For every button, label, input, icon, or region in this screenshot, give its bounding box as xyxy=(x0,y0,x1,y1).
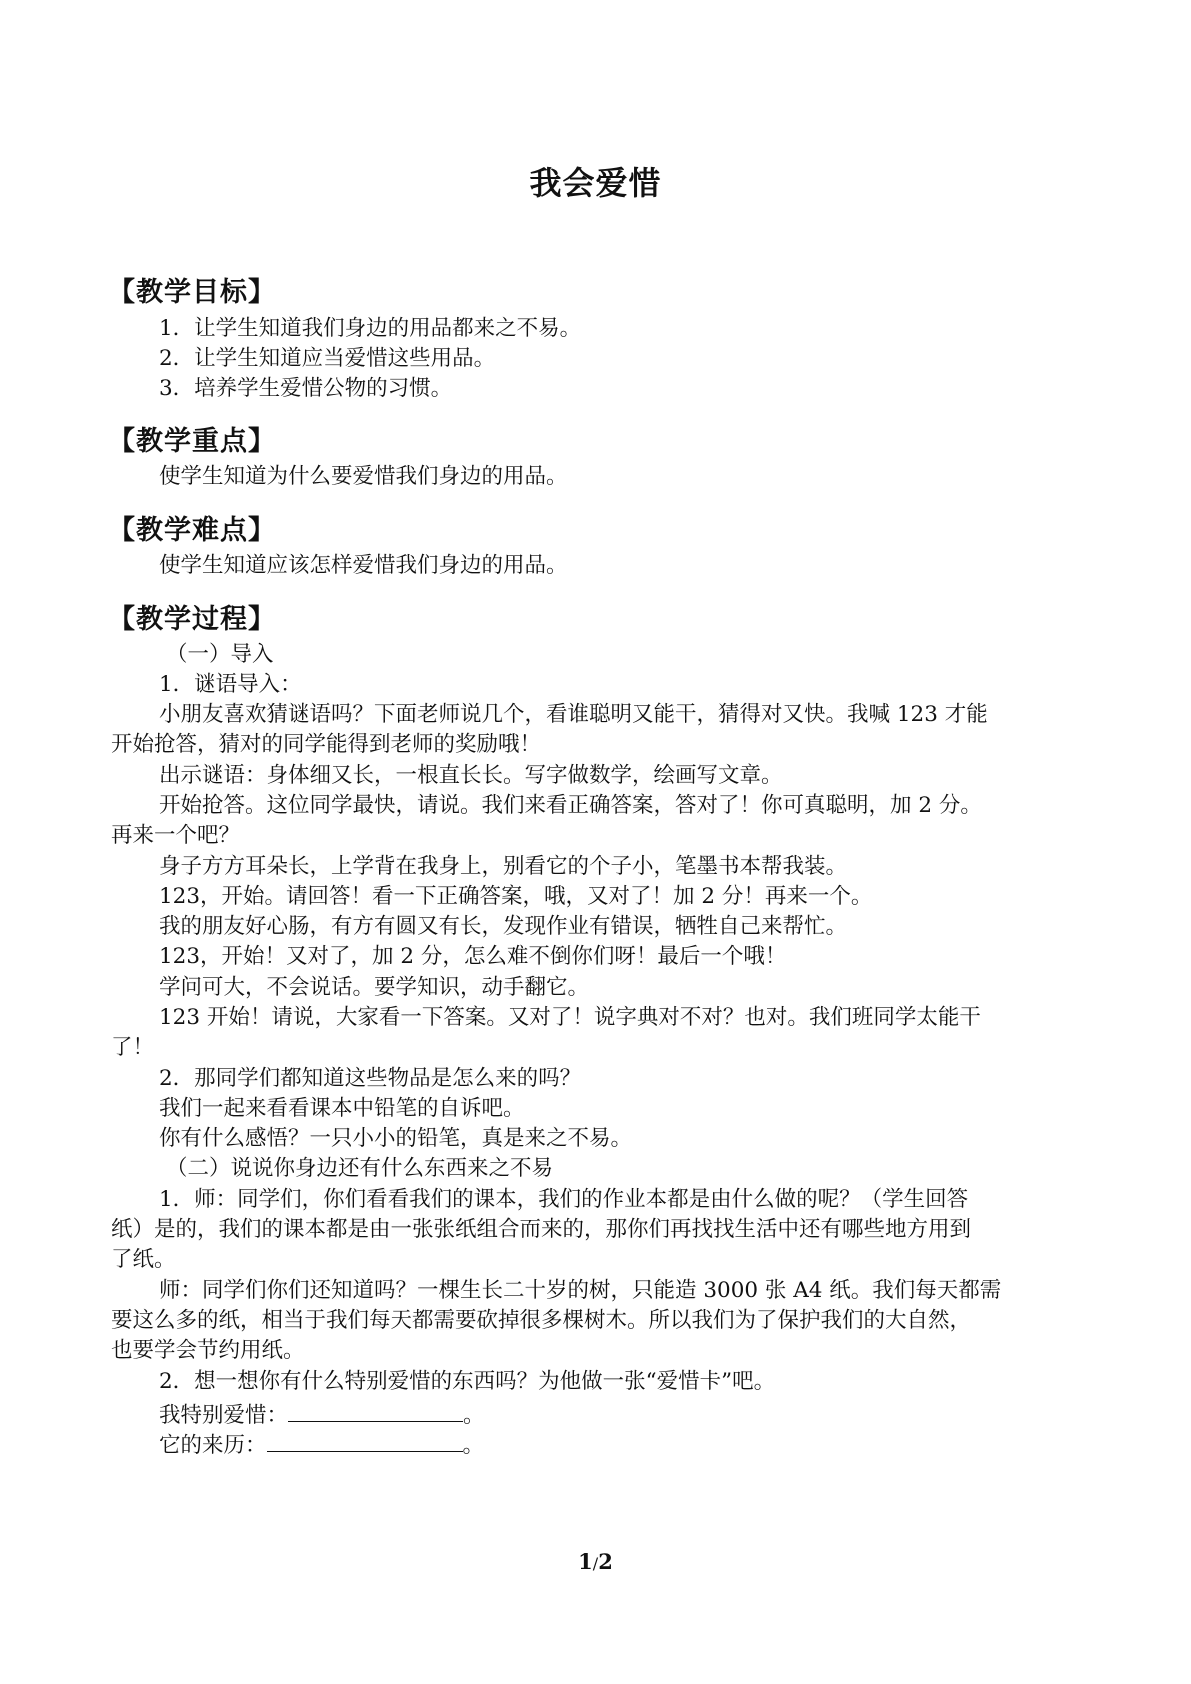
goal-item: 1．让学生知道我们身边的用品都来之不易。 xyxy=(159,316,582,341)
process-line: 你有什么感悟？一只小小的铅笔，真是来之不易。 xyxy=(159,1126,633,1151)
process-line: 开始抢答。这位同学最快，请说。我们来看正确答案，答对了！你可真聪明，加 2 分。 xyxy=(159,793,982,818)
difficulty-text: 使学生知道应该怎样爱惜我们身边的用品。 xyxy=(159,553,568,578)
process-line: 我们一起来看看课本中铅笔的自诉吧。 xyxy=(159,1096,525,1121)
page-current: 1 xyxy=(578,1549,593,1574)
process-line: 123 开始！请说，大家看一下答案。又对了！说字典对不对？也对。我们班同学太能干 xyxy=(159,1005,981,1030)
process-line: 2．那同学们都知道这些物品是怎么来的吗？ xyxy=(159,1066,582,1091)
process-line: 也要学会节约用纸。 xyxy=(111,1338,305,1363)
process-line: （一）导入 xyxy=(166,642,274,667)
fill-in-end: 。 xyxy=(463,1403,485,1428)
fill-in-label: 我特别爱惜： xyxy=(159,1403,289,1428)
page-separator: / xyxy=(592,1554,599,1573)
process-line: 我的朋友好心肠，有方有圆又有长，发现作业有错误，牺牲自己来帮忙。 xyxy=(159,914,848,939)
process-line: 2．想一想你有什么特别爱惜的东西吗？为他做一张“爱惜卡”吧。 xyxy=(159,1369,776,1394)
process-line: 纸）是的，我们的课本都是由一张张纸组合而来的，那你们再找找生活中还有哪些地方用到 xyxy=(111,1217,972,1242)
goal-item: 3．培养学生爱惜公物的习惯。 xyxy=(159,376,453,401)
process-line: 123，开始！又对了，加 2 分，怎么难不倒你们呀！最后一个哦！ xyxy=(159,944,787,969)
section-heading-focus: 【教学重点】 xyxy=(108,426,276,457)
goal-item: 2．让学生知道应当爱惜这些用品。 xyxy=(159,346,496,371)
process-line: 了！ xyxy=(111,1035,155,1060)
process-line: 师：同学们你们还知道吗？一棵生长二十岁的树，只能造 3000 张 A4 纸。我们每天都需 xyxy=(159,1278,1002,1303)
page-number xyxy=(0,1549,1191,1574)
section-heading-process: 【教学过程】 xyxy=(108,604,276,635)
fill-in-origin xyxy=(159,1431,484,1457)
process-line: 再来一个吧？ xyxy=(111,823,241,848)
fill-in-favorite xyxy=(159,1401,485,1427)
page-title: 我会爱惜 xyxy=(529,164,662,202)
process-line: 出示谜语：身体细又长，一根直长长。写字做数学，绘画写文章。 xyxy=(159,763,783,788)
fill-in-blank-origin[interactable] xyxy=(267,1431,463,1452)
section-heading-difficulty: 【教学难点】 xyxy=(108,515,276,546)
focus-text: 使学生知道为什么要爱惜我们身边的用品。 xyxy=(159,464,568,489)
process-line: 小朋友喜欢猜谜语吗？下面老师说几个，看谁聪明又能干，猜得对又快。我喊 123 才能 xyxy=(159,702,988,727)
process-line: 1．师：同学们，你们看看我们的课本，我们的作业本都是由什么做的呢？（学生回答 xyxy=(159,1187,969,1212)
process-line: 了纸。 xyxy=(111,1247,176,1272)
process-line: 开始抢答，猜对的同学能得到老师的奖励哦！ xyxy=(111,732,542,757)
section-heading-goals: 【教学目标】 xyxy=(108,277,276,308)
page-total: 2 xyxy=(598,1549,613,1574)
process-line: 1．谜语导入： xyxy=(159,672,302,697)
fill-in-blank-favorite[interactable] xyxy=(288,1401,463,1422)
process-line: 学问可大，不会说话。要学知识，动手翻它。 xyxy=(159,975,590,1000)
fill-in-end: 。 xyxy=(462,1433,485,1458)
process-line: （二）说说你身边还有什么东西来之不易 xyxy=(166,1156,554,1181)
process-line: 要这么多的纸，相当于我们每天都需要砍掉很多棵树木。所以我们为了保护我们的大自然， xyxy=(111,1308,972,1333)
process-line: 123，开始。请回答！看一下正确答案，哦，又对了！加 2 分！再来一个。 xyxy=(159,884,873,909)
fill-in-label: 它的来历： xyxy=(159,1433,267,1458)
process-line: 身子方方耳朵长，上学背在我身上，别看它的个子小，笔墨书本帮我装。 xyxy=(159,854,848,879)
